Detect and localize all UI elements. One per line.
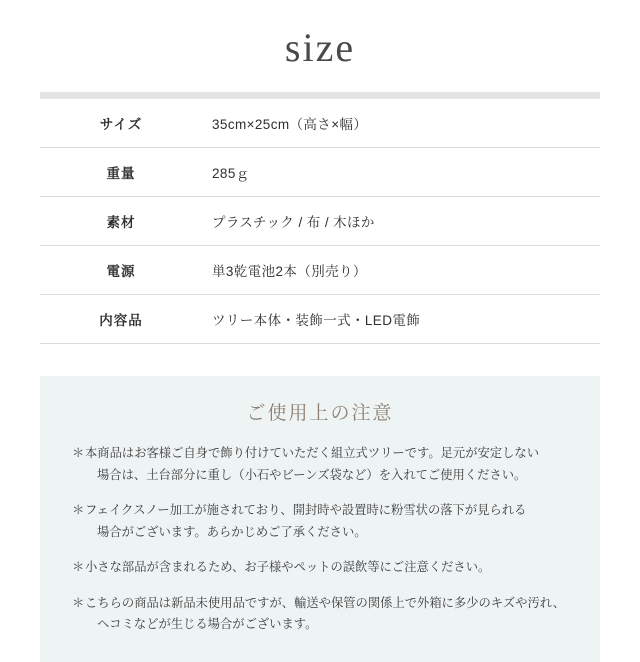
spec-value: プラスチック / 布 / 木ほか <box>212 215 375 230</box>
spec-table-container <box>40 92 600 344</box>
page-title: size <box>284 25 356 70</box>
bullet-star-icon: ＊ <box>72 560 85 575</box>
notice-list <box>50 443 590 636</box>
spec-table-body <box>40 99 600 344</box>
notice-text <box>85 443 572 486</box>
table-row <box>40 246 600 295</box>
list-item <box>72 593 572 636</box>
spec-label: 電源 <box>106 264 136 279</box>
list-item <box>72 443 572 486</box>
table-row <box>40 197 600 246</box>
notice-box <box>40 376 600 662</box>
bullet-star-icon: ＊ <box>72 446 85 460</box>
bullet-star-icon: ＊ <box>72 595 85 610</box>
spec-value: 35cm×25cm（高さ×幅） <box>212 117 368 132</box>
spec-value: 単3乾電池2本（別売り） <box>212 264 367 279</box>
notice-text <box>85 500 572 543</box>
notice-line: 本商品はお客様ご自身で飾り付けていただく組立式ツリーです。足元が安定しない <box>85 446 540 460</box>
notice-title: ご使用上の注意 <box>246 403 394 424</box>
spec-value: 285ｇ <box>212 166 250 181</box>
bullet-star-icon: ＊ <box>72 503 85 518</box>
table-row <box>40 99 600 148</box>
notice-line: 場合は、土台部分に重し（小石やビーンズ袋など）を入れてご使用ください。 <box>97 467 527 482</box>
spec-label: 内容品 <box>99 313 143 328</box>
notice-line: フェイクスノー加工が施されており、開封時や設置時に粉雪状の落下が見られる <box>85 503 527 518</box>
table-row <box>40 148 600 197</box>
spec-label: 素材 <box>106 215 136 230</box>
list-item <box>72 557 572 579</box>
notice-line: ヘコミなどが生じる場合がございます。 <box>97 617 318 632</box>
notice-line: 場合がございます。あらかじめご了承ください。 <box>97 524 367 539</box>
spec-label: サイズ <box>99 117 143 132</box>
table-row <box>40 295 600 344</box>
notice-text <box>85 593 572 636</box>
notice-text <box>85 557 572 579</box>
spec-label: 重量 <box>106 166 136 181</box>
spec-table <box>40 99 600 344</box>
notice-line: 小さな部品が含まれるため、お子様やペットの誤飲等にご注意ください。 <box>85 560 491 575</box>
list-item <box>72 500 572 543</box>
notice-line: こちらの商品は新品未使用品ですが、輸送や保管の関係上で外箱に多少のキズや汚れ、 <box>85 595 566 610</box>
spec-value: ツリー本体・装飾一式・LED電飾 <box>212 313 421 328</box>
